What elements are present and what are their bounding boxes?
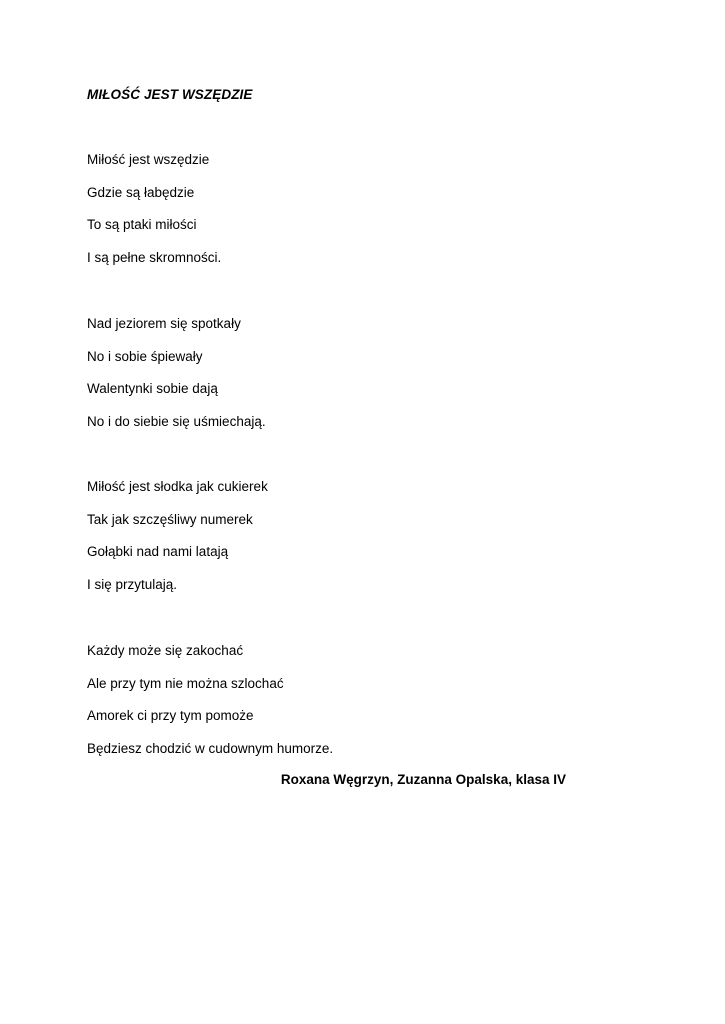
author-signature: Roxana Węgrzyn, Zuzanna Opalska, klasa IV [280,772,566,787]
poem-line: I są pełne skromności. [87,250,222,266]
poem-line: Gdzie są łabędzie [87,184,195,200]
poem-title: MIŁOŚĆ JEST WSZĘDZIE [87,87,253,102]
poem-line: I się przytulają. [87,577,178,593]
poem-line: Będziesz chodzić w cudownym humorze. [87,741,334,757]
poem-line: Każdy może się zakochać [87,643,244,658]
poem-line: Ale przy tym nie można szlochać [87,675,284,691]
poem-line: Nad jeziorem się spotkały [87,316,241,331]
stanza-2 [87,315,266,446]
poem-line: To są ptaki miłości [87,217,197,233]
poem-line: Miłość jest wszędzie [87,152,210,167]
poem-line: Amorek ci przy tym pomoże [87,708,254,724]
poem-line: Miłość jest słodka jak cukierek [87,479,268,494]
poem-line: No i sobie śpiewały [87,348,203,364]
stanza-1 [87,151,221,282]
poem-line: No i do siebie się uśmiechają. [87,414,266,430]
poem-line: Gołąbki nad nami latają [87,544,229,560]
stanza-4 [87,642,333,773]
stanza-3 [87,478,268,609]
poem-line: Tak jak szczęśliwy numerek [87,511,253,527]
poem-line: Walentynki sobie dają [87,381,218,397]
